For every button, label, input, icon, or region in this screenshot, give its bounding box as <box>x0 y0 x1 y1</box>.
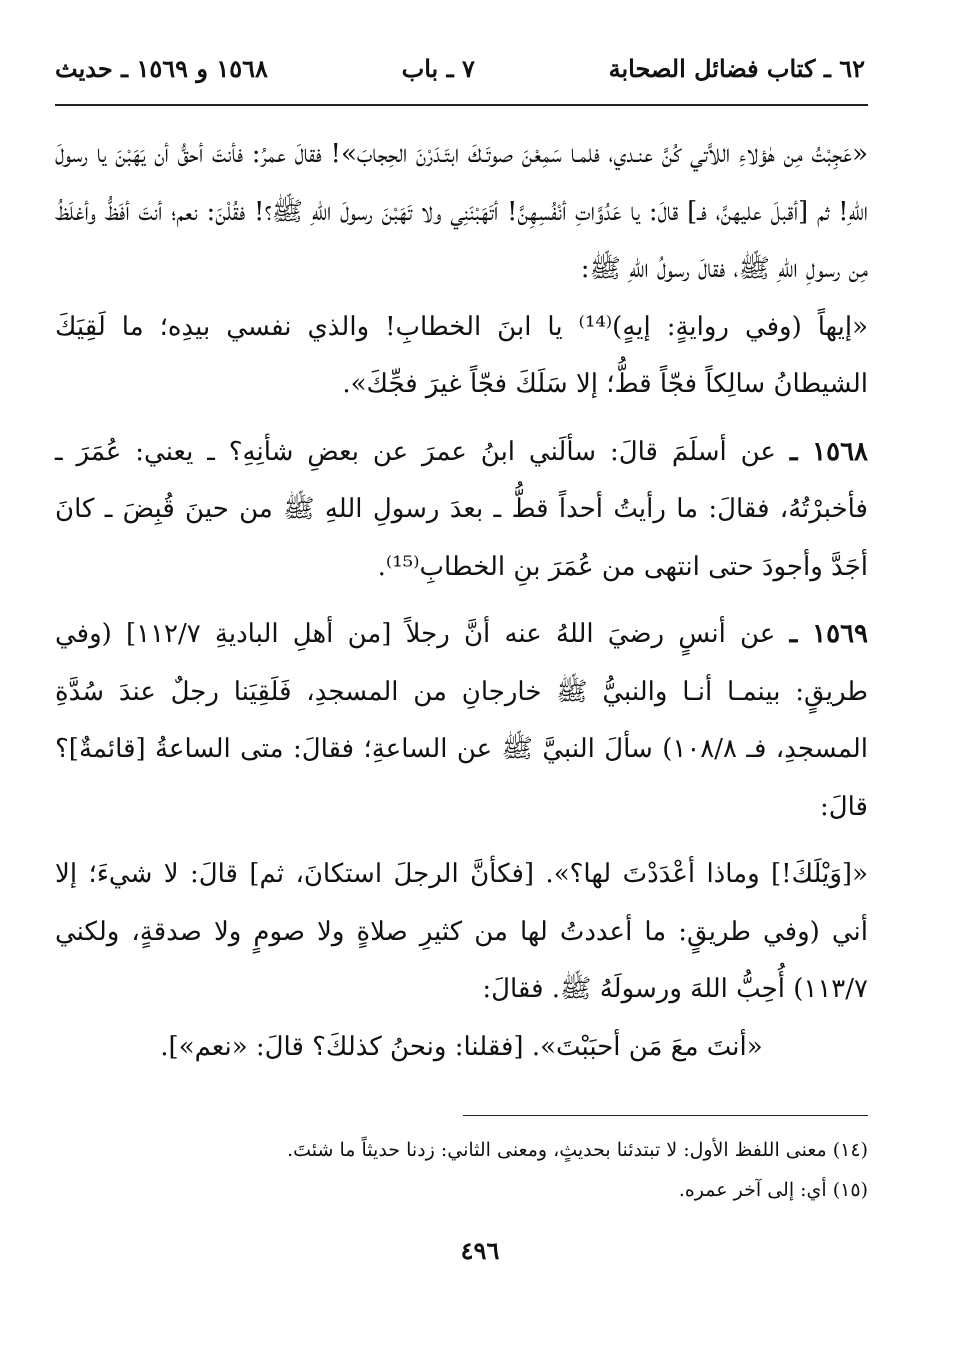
hadith-number: ١٥٦٩ ـ <box>789 619 869 649</box>
header-rule <box>55 104 868 106</box>
hadith-1568 <box>55 424 868 597</box>
paragraph-5: «[وَيْلَكَ!] وماذا أعْدَدْتَ لها؟». [فكأنَّ الرجلَ استكانَ، ثم] قالَ: لا شيءَ؛ إلا أني (وفي طريقٍ: ما أعددتُ لها من كثيرِ صلاةٍ ولا صومٍ ولا صدقةٍ، ولكني ١١٣/٧) أُحِبُّ اللهَ ورسولَهُ ﷺ. فقالَ: <box>55 859 868 1004</box>
paragraph-6: «أنتَ معَ مَن أحبَبْتَ». [فقلنا: ونحنُ كذلكَ؟ قالَ: «نعم»]. <box>160 1031 763 1062</box>
footnote-rule <box>463 1115 868 1116</box>
footnote-14: (١٤) معنى اللفظ الأول: لا تبتدئنا بحديثٍ، ومعنى الثاني: زدنا حديثاً ما شئتَ. <box>287 1139 868 1161</box>
hadith-text: عن أسلَمَ قالَ: سألَني ابنُ عمرَ عن بعضِ شأنِهِ؟ ـ يعني: عُمَرَ ـ فأخبرْتُهُ، فقالَ: ما رأيتُ أحداً قطُّ ـ بعدَ رسولِ اللهِ ﷺ من حينَ قُبِضَ ـ كانَ أجَدَّ وأجودَ حتى انتهى من عُمَرَ بنِ الخطابِ⁽¹⁵⁾. <box>55 436 868 582</box>
hadith-1569 <box>55 606 868 836</box>
header-chapter: ٧ ـ باب <box>401 53 475 83</box>
footnote-15: (١٥) أي: إلى آخر عمره. <box>678 1179 868 1201</box>
running-header <box>55 48 865 88</box>
hadith-text: عن أنسٍ رضيَ اللهُ عنه أنَّ رجلاً [من أهلِ الباديةِ ١١٢/٧] (وفي طريقٍ: بينمـا أنـا والنبيُّ ﷺ خارجانِ من المسجدِ، فَلَقِيَنا رجلٌ عندَ سُدَّةِ المسجدِ، فـ ١٠٨/٨) سألَ النبيَّ ﷺ عن الساعةِ؛ فقالَ: متى الساعةُ [قائمةٌ]؟ قالَ: <box>55 619 868 822</box>
page-number: ٤٩٦ <box>460 1236 500 1265</box>
main-text <box>55 126 868 1076</box>
paragraph-2: «إيهاً (وفي روايةٍ: إيهٍ)⁽¹⁴⁾ يا ابنَ الخطابِ! والذي نفسي بيدِه؛ ما لَقِيَكَ الشيطانُ سالِكاً فجّاً قطُّ؛ إلا سَلَكَ فجّاً غيرَ فجِّكَ». <box>55 311 868 399</box>
header-hadith-range: ١٥٦٨ و ١٥٦٩ ـ حديث <box>55 53 268 83</box>
hadith-number: ١٥٦٨ ـ <box>789 436 868 467</box>
footnotes <box>55 1130 868 1210</box>
header-book-title: ٦٢ ـ كتاب فضائل الصحابة <box>608 53 865 83</box>
paragraph-1: «عَجِبْتُ مِن هٰؤلاءِ اللاَّتي كُنَّ عنـدي، فلمـا سَمِعْنَ صوتَـكَ ابتَـدَرْنَ الحِجابَ»! فقالَ عمرُ: فأنتَ أحقُّ أن يَهَبْنَ يا رسولَ اللهِ! ثم [أقبلَ عليهنَّ، فـ] قالَ: يا عَدُوَّاتِ أنْفُسِهِنَّ! أتَهَبْنَنِي ولا تَهَبْنَ رسولَ اللهِ ﷺ؟! فقُلْنَ: نعم؛ أنتَ أفَظُّ وأغلَظُ مِن رسولِ اللهِ ﷺ، فقالَ رسولُ اللهِ ﷺ: <box>55 139 868 284</box>
